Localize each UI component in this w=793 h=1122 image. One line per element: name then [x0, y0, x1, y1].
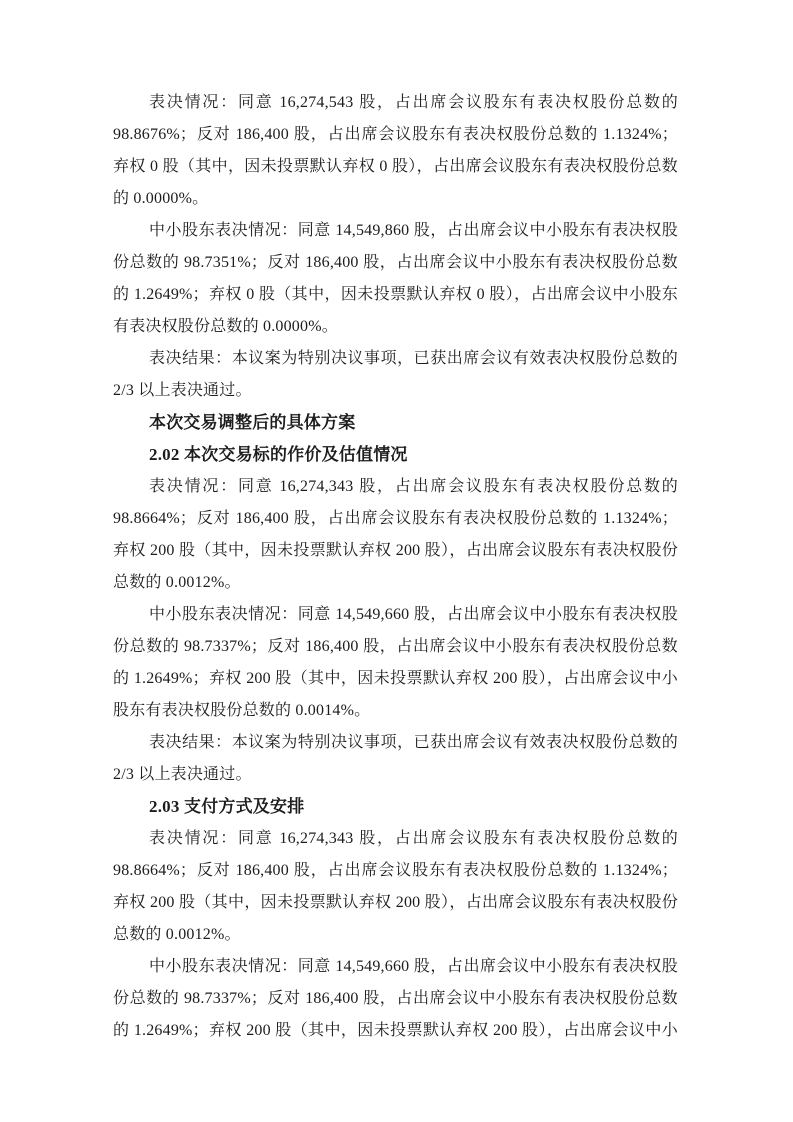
- text-line: 弃权 0 股（其中，因未投票默认弃权 0 股），占出席会议股东有表决权股份总数: [113, 158, 678, 175]
- text-line: 表决情况：同意 16,274,343 股，占出席会议股东有表决权股份总数的: [149, 830, 678, 847]
- text-line: 中小股东表决情况：同意 14,549,860 股，占出席会议中小股东有表决权股: [149, 222, 678, 239]
- section-heading-adjusted-plan: [113, 407, 678, 439]
- paragraph-minority-vote-3-truncated: [113, 951, 678, 1047]
- heading-text: 本次交易调整后的具体方案: [149, 413, 356, 432]
- paragraph-vote-detail-3: [113, 823, 678, 951]
- paragraph-vote-detail-2: [113, 471, 678, 599]
- text-line: 股东有表决权股份总数的 0.0014%。: [113, 702, 371, 719]
- text-line: 弃权 200 股（其中，因未投票默认弃权 200 股），占出席会议股东有表决权股份: [113, 542, 678, 559]
- text-line: 份总数的 98.7351%；反对 186,400 股，占出席会议中小股东有表决权股份总数: [113, 254, 678, 271]
- text-line: 表决结果：本议案为特别决议事项，已获出席会议有效表决权股份总数的: [149, 350, 678, 367]
- text-line: 的 0.0000%。: [113, 190, 209, 207]
- paragraph-vote-result-2: [113, 727, 678, 791]
- text-line: 总数的 0.0012%。: [113, 574, 241, 591]
- text-line: 份总数的 98.7337%；反对 186,400 股，占出席会议中小股东有表决权股份总数: [113, 990, 678, 1007]
- text-line: 表决情况：同意 16,274,343 股，占出席会议股东有表决权股份总数的: [149, 478, 678, 495]
- text-line: 总数的 0.0012%。: [113, 926, 241, 943]
- paragraph-vote-detail-1: [113, 87, 678, 215]
- text-line: 表决情况：同意 16,274,543 股，占出席会议股东有表决权股份总数的: [149, 94, 678, 111]
- text-line: 98.8664%；反对 186,400 股，占出席会议股东有表决权股份总数的 1.1324%；: [113, 510, 678, 527]
- text-line: 2/3 以上表决通过。: [113, 382, 252, 399]
- heading-text: 2.02 本次交易标的作价及估值情况: [149, 445, 408, 464]
- text-line: 的 1.2649%；弃权 0 股（其中，因未投票默认弃权 0 股），占出席会议中小股东: [113, 286, 678, 303]
- paragraph-vote-result-1: [113, 343, 678, 407]
- text-line: 中小股东表决情况：同意 14,549,660 股，占出席会议中小股东有表决权股: [149, 958, 678, 975]
- text-line: 表决结果：本议案为特别决议事项，已获出席会议有效表决权股份总数的: [149, 734, 678, 751]
- text-line: 的 1.2649%；弃权 200 股（其中，因未投票默认弃权 200 股），占出席会议中小: [113, 670, 678, 687]
- text-line: 98.8676%；反对 186,400 股，占出席会议股东有表决权股份总数的 1.1324%；: [113, 126, 678, 143]
- text-line: 98.8664%；反对 186,400 股，占出席会议股东有表决权股份总数的 1.1324%；: [113, 862, 678, 879]
- text-line: 份总数的 98.7337%；反对 186,400 股，占出席会议中小股东有表决权股份总数: [113, 638, 678, 655]
- text-line: 有表决权股份总数的 0.0000%。: [113, 318, 338, 335]
- paragraph-minority-vote-1: [113, 215, 678, 343]
- section-heading-2-03: [113, 791, 678, 823]
- text-line: 的 1.2649%；弃权 200 股（其中，因未投票默认弃权 200 股），占出席会议中小: [113, 1022, 678, 1039]
- text-line: 弃权 200 股（其中，因未投票默认弃权 200 股），占出席会议股东有表决权股份: [113, 894, 678, 911]
- text-line: 中小股东表决情况：同意 14,549,660 股，占出席会议中小股东有表决权股: [149, 606, 678, 623]
- text-line: 2/3 以上表决通过。: [113, 766, 252, 783]
- heading-text: 2.03 支付方式及安排: [149, 797, 305, 816]
- section-heading-2-02: [113, 439, 678, 471]
- paragraph-minority-vote-2: [113, 599, 678, 727]
